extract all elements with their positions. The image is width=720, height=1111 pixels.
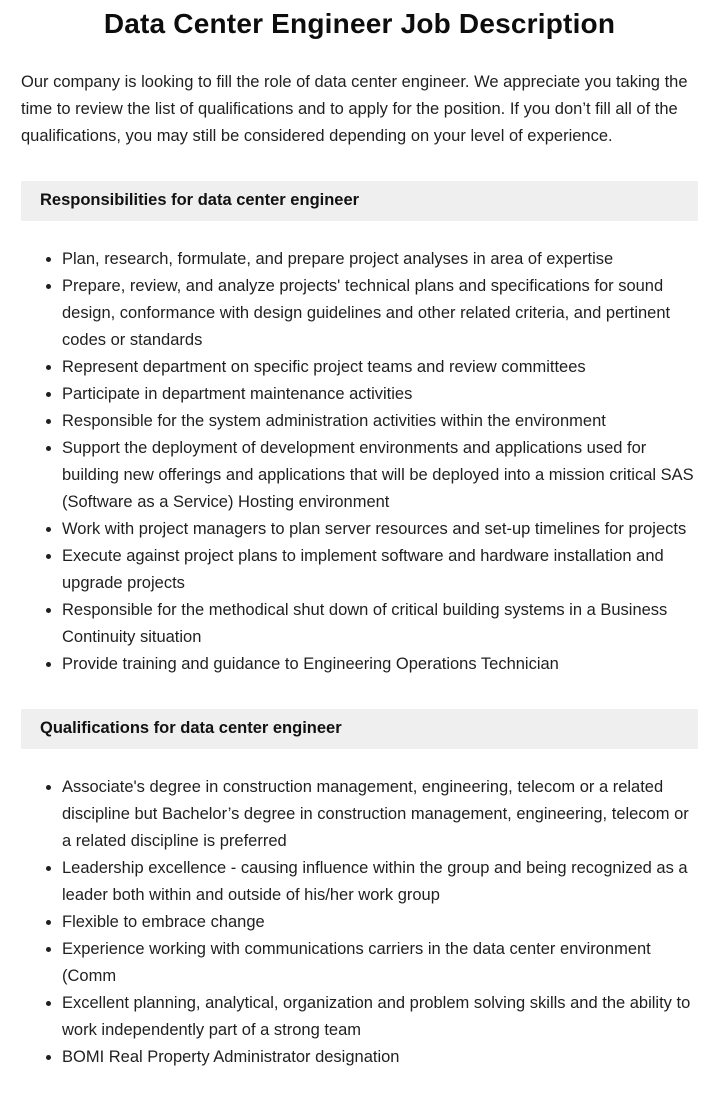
qualifications-list [62, 774, 694, 1071]
list-item: Excellent planning, analytical, organization and problem solving skills and the ability to work independently part of a strong team [62, 990, 694, 1044]
list-item: Work with project managers to plan server resources and set-up timelines for projects [62, 516, 694, 543]
list-item: Execute against project plans to implement software and hardware installation and upgrade projects [62, 543, 694, 597]
list-item: BOMI Real Property Administrator designation [62, 1044, 694, 1071]
list-item: Responsible for the system administration activities within the environment [62, 408, 694, 435]
list-item: Associate's degree in construction management, engineering, telecom or a related discipline but Bachelor’s degree in construction management, engineering, telecom or a related discipline is preferred [62, 774, 694, 855]
list-item: Prepare, review, and analyze projects' technical plans and specifications for sound design, conformance with design guidelines and other related criteria, and pertinent codes or standards [62, 273, 694, 354]
page-title: Data Center Engineer Job Description [103, 8, 616, 39]
list-item: Plan, research, formulate, and prepare project analyses in area of expertise [62, 246, 694, 273]
list-item: Participate in department maintenance activities [62, 381, 694, 408]
list-item: Responsible for the methodical shut down of critical building systems in a Business Continuity situation [62, 597, 694, 651]
list-item: Support the deployment of development environments and applications used for building new offerings and applications that will be deployed into a mission critical SAS (Software as a Service) Hosting environment [62, 435, 694, 516]
list-item: Leadership excellence - causing influence within the group and being recognized as a leader both within and outside of his/her work group [62, 855, 694, 909]
qualifications-heading: Qualifications for data center engineer [21, 709, 698, 749]
list-item: Flexible to embrace change [62, 909, 694, 936]
list-item: Experience working with communications carriers in the data center environment (Comm [62, 936, 694, 990]
list-item: Represent department on specific project teams and review committees [62, 354, 694, 381]
intro-paragraph: Our company is looking to fill the role of data center engineer. We appreciate you taking the time to review the list of qualifications and to apply for the position. If you don’t fill all of the qualifications, you may still be considered depending on your level of experience. [21, 73, 688, 145]
responsibilities-heading: Responsibilities for data center engineer [21, 181, 698, 221]
responsibilities-list [62, 246, 694, 678]
list-item: Provide training and guidance to Engineering Operations Technician [62, 651, 694, 678]
